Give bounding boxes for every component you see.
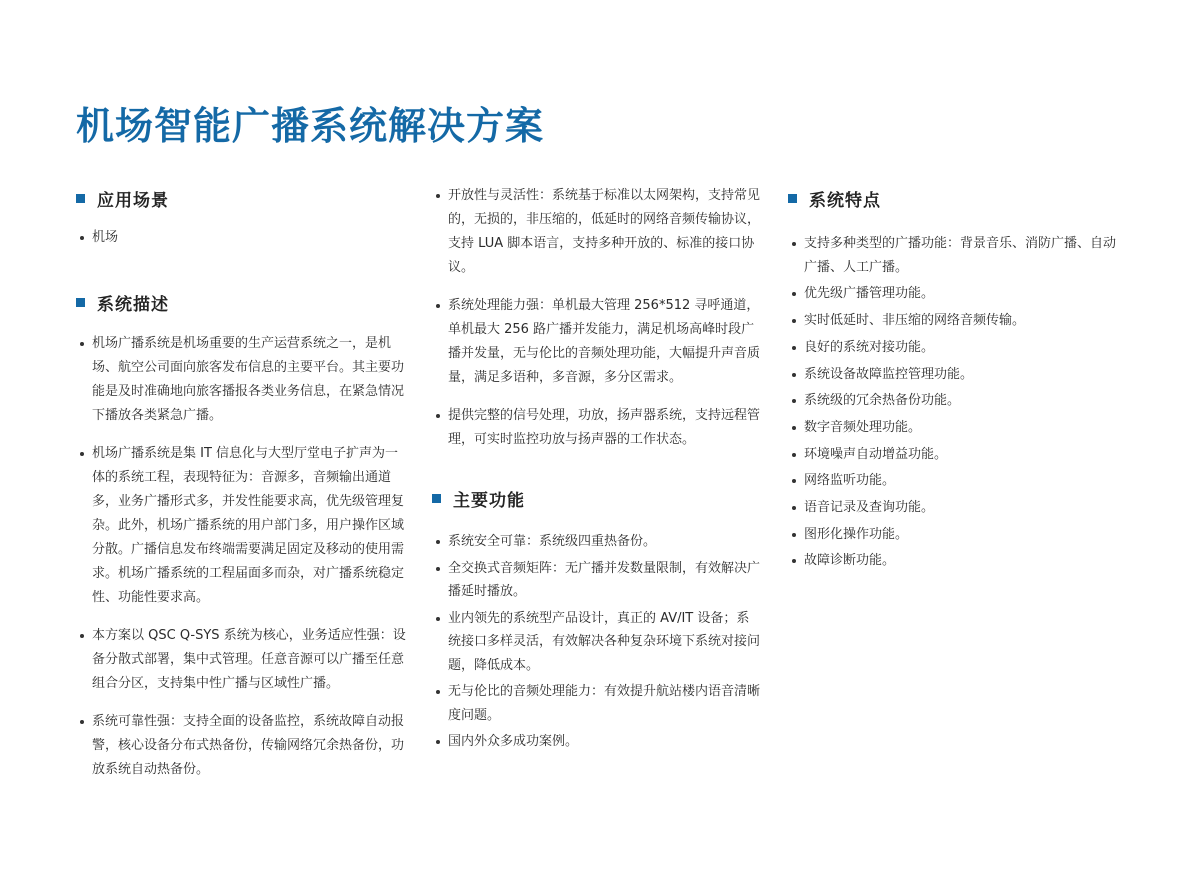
section-title: 系统特点 [809,190,881,211]
description-list [76,332,406,782]
list-item: 网络监听功能。 [788,469,1128,493]
square-bullet-icon [76,194,85,203]
list-item: 支持多种类型的广播功能：背景音乐、消防广播、自动广播、人工广播。 [788,232,1128,279]
square-bullet-icon [788,194,797,203]
list-item: 业内领先的系统型产品设计，真正的 AV/IT 设备；系统接口多样灵活，有效解决各种复杂环境下系统对接问题，降低成本。 [432,607,762,678]
features-list [788,232,1128,573]
list-item: 系统可靠性强：支持全面的设备监控，系统故障自动报警，核心设备分布式热备份，传输网络冗余热备份，功放系统自动热备份。 [76,710,406,782]
list-item: 实时低延时、非压缩的网络音频传输。 [788,309,1128,333]
column-middle [432,184,762,757]
list-item: 无与伦比的音频处理能力：有效提升航站楼内语音清晰度问题。 [432,680,762,727]
square-bullet-icon [76,298,85,307]
list-item: 优先级广播管理功能。 [788,282,1128,306]
list-item: 系统安全可靠：系统级四重热备份。 [432,530,762,554]
list-item: 数字音频处理功能。 [788,416,1128,440]
list-item: 系统设备故障监控管理功能。 [788,363,1128,387]
list-item: 图形化操作功能。 [788,523,1128,547]
section-header-functions [432,484,762,512]
section-header-features [788,184,1128,212]
list-item: 机场广播系统是集 IT 信息化与大型厅堂电子扩声为一体的系统工程，表现特征为：音源多，音频输出通道多，业务广播形式多，并发性能要求高，优先级管理复杂。此外，机场广播系统的用户部门多，用户操作区域分散。广播信息发布终端需要满足固定及移动的使用需求。机场广播系统的工程届面多而杂，对广播系统稳定性、功能性要求高。 [76,442,406,610]
list-item: 系统处理能力强：单机最大管理 256*512 寻呼通道，单机最大 256 路广播并发能力，满足机场高峰时段广播并发量，无与伦比的音频处理功能，大幅提升声音质量，满足多语种，多音源，多分区需求。 [432,294,762,390]
functions-list [432,530,762,754]
list-item: 环境噪声自动增益功能。 [788,443,1128,467]
list-item: 全交换式音频矩阵：无广播并发数量限制，有效解决广播延时播放。 [432,557,762,604]
list-item: 提供完整的信号处理，功放，扬声器系统，支持远程管理，可实时监控功放与扬声器的工作状态。 [432,404,762,452]
list-item: 故障诊断功能。 [788,549,1128,573]
list-item: 国内外众多成功案例。 [432,730,762,754]
list-item: 机场 [76,226,406,250]
list-item: 语音记录及查询功能。 [788,496,1128,520]
column-left [76,184,406,796]
section-header-description [76,288,406,316]
description-continued-list [432,184,762,452]
list-item: 机场广播系统是机场重要的生产运营系统之一，是机场、航空公司面向旅客发布信息的主要平台。其主要功能是及时准确地向旅客播报各类业务信息，在紧急情况下播放各类紧急广播。 [76,332,406,428]
application-list [76,226,406,250]
list-item: 良好的系统对接功能。 [788,336,1128,360]
list-item: 本方案以 QSC Q-SYS 系统为核心，业务适应性强：设备分散式部署，集中式管理。任意音源可以广播至任意组合分区，支持集中性广播与区域性广播。 [76,624,406,696]
column-right [788,184,1128,576]
list-item: 开放性与灵活性：系统基于标准以太网架构，支持常见的，无损的，非压缩的，低延时的网络音频传输协议，支持 LUA 脚本语言，支持多种开放的、标准的接口协议。 [432,184,762,280]
square-bullet-icon [432,494,441,503]
section-header-application [76,184,406,212]
section-title: 主要功能 [453,490,525,511]
page-title: 机场智能广播系统解决方案 [76,104,545,149]
list-item: 系统级的冗余热备份功能。 [788,389,1128,413]
section-title: 系统描述 [97,294,169,315]
section-title: 应用场景 [97,190,169,211]
